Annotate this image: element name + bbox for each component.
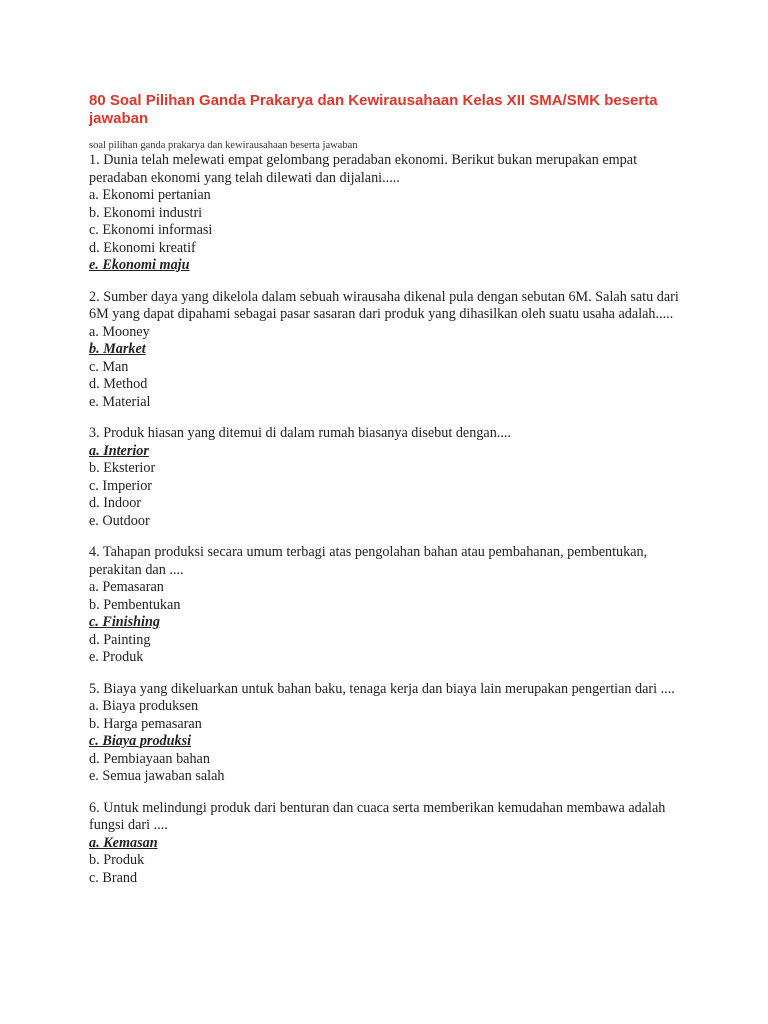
answer-option: b. Pembentukan xyxy=(89,596,181,613)
answer-option: a. Mooney xyxy=(89,323,150,340)
answer-option: c. Ekonomi informasi xyxy=(89,222,213,238)
answer-option: a. Ekonomi pertanian xyxy=(89,187,211,203)
answer-option-correct: a. Kemasan xyxy=(89,834,158,851)
answer-option: e. Material xyxy=(89,393,151,410)
answer-option: d. Ekonomi kreatif xyxy=(89,239,196,256)
answer-option: e. Semua jawaban salah xyxy=(89,768,225,784)
answer-option: b. Eksterior xyxy=(89,460,156,476)
answer-option: c. Man xyxy=(89,358,129,375)
question-1 xyxy=(89,152,689,275)
answer-option-correct: c. Biaya produksi xyxy=(89,733,192,749)
document-page xyxy=(89,92,689,901)
answer-option-correct: a. Interior xyxy=(89,442,149,459)
answer-option: b. Harga pemasaran xyxy=(89,715,202,732)
answer-option: c. Imperior xyxy=(89,477,153,494)
answer-option: b. Produk xyxy=(89,852,145,868)
answer-option: b. Ekonomi industri xyxy=(89,204,203,221)
question-text: 1. Dunia telah melewati empat gelombang peradaban ekonomi. Berikut bukan merupakan empat peradaban ekonomi yang telah dilewati dan dijalani..... xyxy=(89,152,638,186)
answer-option: a. Biaya produksen xyxy=(89,698,199,714)
question-list xyxy=(89,152,689,887)
answer-option: e. Produk xyxy=(89,649,144,665)
document-title: 80 Soal Pilihan Ganda Prakarya dan Kewirausahaan Kelas XII SMA/SMK beserta jawaban xyxy=(89,92,658,127)
answer-option: a. Pemasaran xyxy=(89,579,164,595)
answer-option: d. Method xyxy=(89,376,148,392)
question-6 xyxy=(89,800,689,888)
answer-option: d. Indoor xyxy=(89,495,142,511)
question-2 xyxy=(89,289,689,412)
question-text: 5. Biaya yang dikeluarkan untuk bahan baku, tenaga kerja dan biaya lain merupakan pengertian dari .... xyxy=(89,680,675,697)
answer-option: d. Painting xyxy=(89,631,151,648)
question-text: 4. Tahapan produksi secara umum terbagi atas pengolahan bahan atau pembahanan, pembentukan, perakitan dan .... xyxy=(89,544,648,578)
question-4 xyxy=(89,544,689,667)
answer-option: d. Pembiayaan bahan xyxy=(89,750,210,767)
answer-option-correct: b. Market xyxy=(89,341,146,357)
document-subtitle: soal pilihan ganda prakarya dan kewirausahaan beserta jawaban xyxy=(89,140,358,151)
question-text: 3. Produk hiasan yang ditemui di dalam rumah biasanya disebut dengan.... xyxy=(89,425,511,441)
question-5 xyxy=(89,681,689,786)
answer-option: c. Brand xyxy=(89,869,138,886)
answer-option-correct: e. Ekonomi maju xyxy=(89,257,190,273)
question-3 xyxy=(89,425,689,530)
answer-option: e. Outdoor xyxy=(89,512,150,529)
question-text: 2. Sumber daya yang dikelola dalam sebuah wirausaha dikenal pula dengan sebutan 6M. Salah satu dari 6M yang dapat dipahami sebagai pasar sasaran dari produk yang dihasilkan oleh suatu usaha adalah..... xyxy=(89,288,679,322)
question-text: 6. Untuk melindungi produk dari benturan dan cuaca serta memberikan kemudahan membawa adalah fungsi dari .... xyxy=(89,799,666,833)
answer-option-correct: c. Finishing xyxy=(89,614,160,630)
